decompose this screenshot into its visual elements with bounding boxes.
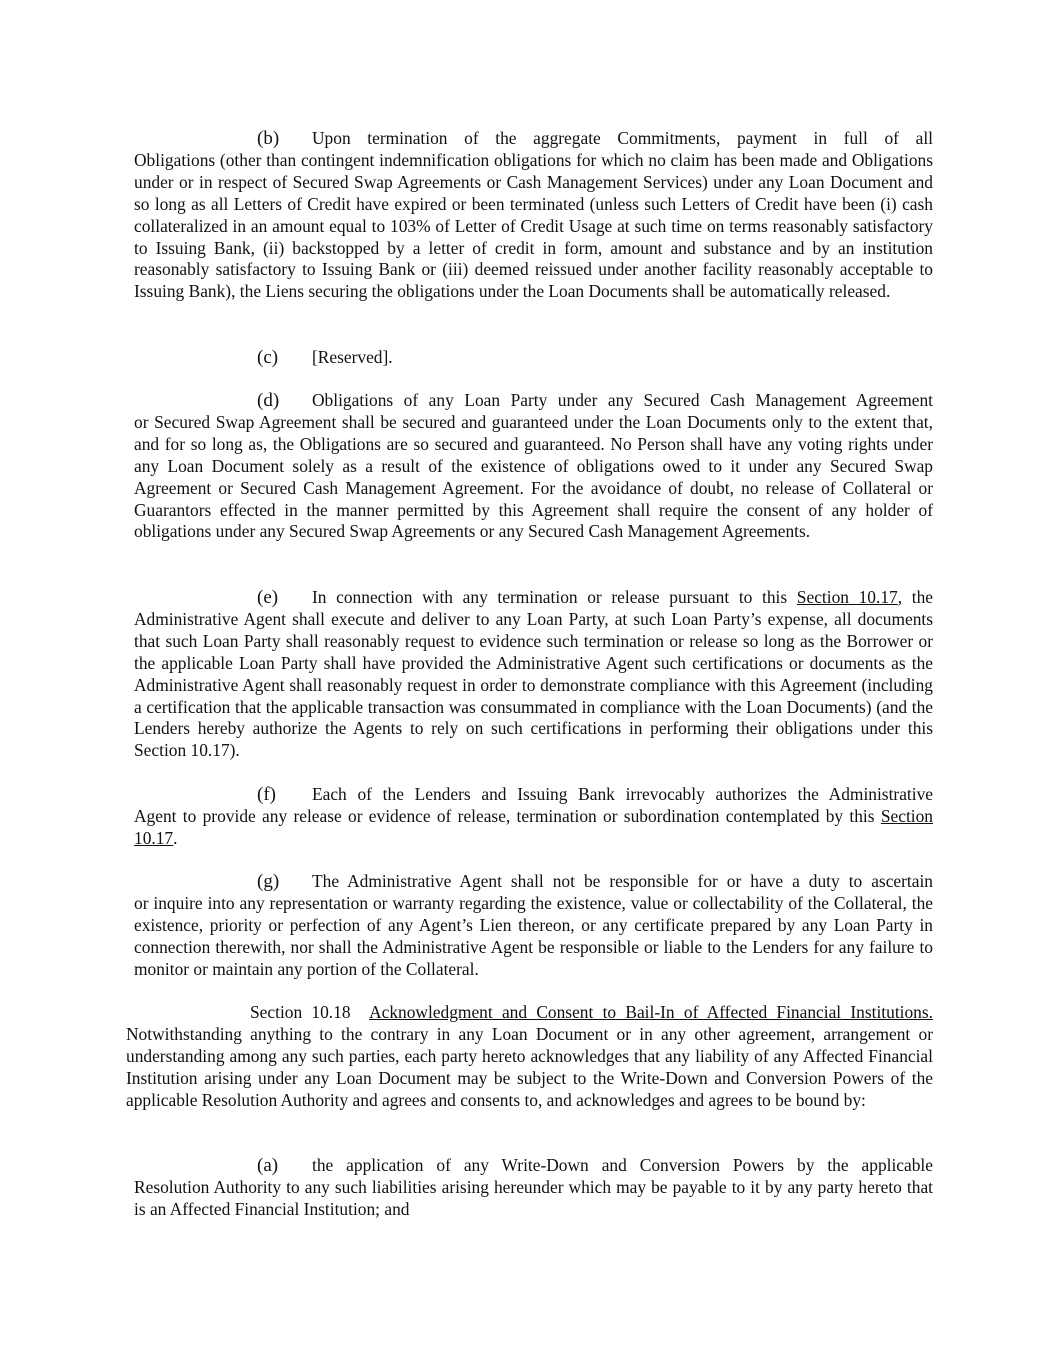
paragraph-c: [134, 347, 933, 369]
paragraph-c-label: (c): [257, 347, 279, 368]
paragraph-e-label: (e): [257, 587, 279, 608]
paragraph-b-label: (b): [257, 128, 280, 149]
section-heading: Acknowledgment and Consent to Bail-In of Affected Financial Institutions.: [369, 1002, 933, 1022]
paragraph-e-body: Administrative Agent shall execute and deliver to any Loan Party, at such Loan Party’s expense, all documents that such Loan Party shall reasonably request to evidence such termination or release so long as the Borrower or the applicable Loan Party shall have provided the Administrative Agent such certifications or documents as the Administrative Agent shall reasonably request in order to demonstrate compliance with this Agreement (including a certification that the applicable transaction was consummated in compliance with the Loan Documents) (and the Lenders hereby authorize the Agents to rely on such certifications in performing their obligations under this Section 10.17).: [134, 608, 933, 761]
paragraph-f-first-line: (f) Each of the Lenders and Issuing Bank irrevocably authorizes the Administrative: [257, 784, 933, 805]
paragraph-b: [134, 128, 933, 303]
paragraph-a-first-line: (a) the application of any Write-Down and Conversion Powers by the applicable: [257, 1155, 933, 1176]
paragraph-d-label: (d): [257, 390, 280, 411]
section-10-17-reference: Section 10.17: [796, 587, 898, 607]
paragraph-f-label: (f): [257, 784, 276, 805]
paragraph-g-label: (g): [257, 871, 280, 892]
section-10-17-reference: Section 10.17: [134, 805, 933, 848]
section-10-18-heading-line: [126, 1002, 933, 1024]
section-10-18: [126, 1002, 933, 1112]
paragraph-g: [134, 871, 933, 981]
paragraph-g-first-line: (g) The Administrative Agent shall not be responsible for or have a duty to ascertain: [257, 871, 933, 892]
paragraph-a-body: Resolution Authority to any such liabilities arising hereunder which may be payable to it by any party hereto that is an Affected Financial Institution; and: [134, 1176, 933, 1219]
paragraph-c-text: [Reserved].: [312, 347, 393, 367]
paragraph-a-label: (a): [257, 1155, 279, 1176]
paragraph-b-first-line: (b) Upon termination of the aggregate Commitments, payment in full of all: [257, 128, 933, 149]
section-10-18-body: Notwithstanding anything to the contrary in any Loan Document or in any other agreement, arrangement or understanding among any such parties, each party hereto acknowledges that any liability of any Affected Financial Institution arising under any Loan Document may be subject to the Write-Down and Conversion Powers of the applicable Resolution Authority and agrees and consents to, and acknowledges and agrees to be bound by:: [126, 1023, 933, 1110]
paragraph-d-body: or Secured Swap Agreement shall be secured and guaranteed under the Loan Documents only to the extent that, and for so long as, the Obligations are so secured and guaranteed. No Person shall have any voting rights under any Loan Document solely as a result of the existence of obligations owed to it under any Secured Swap Agreement or Secured Cash Management Agreement. For the avoidance of doubt, no release of Collateral or Guarantors effected in the manner permitted by this Agreement shall require the consent of any holder of obligations under any Secured Swap Agreements or any Secured Cash Management Agreements.: [134, 411, 933, 542]
paragraph-a: [134, 1155, 933, 1221]
paragraph-e-first-line: (e) In connection with any termination or release pursuant to this Section 10.17, the: [257, 587, 933, 608]
paragraph-g-body: or inquire into any representation or warranty regarding the existence, value or collectability of the Collateral, the existence, priority or perfection of any Agent’s Lien thereon, or any certificate prepared by any Loan Party in connection therewith, nor shall the Administrative Agent be responsible or liable to the Lenders for any failure to monitor or maintain any portion of the Collateral.: [134, 892, 933, 979]
paragraph-b-body: Obligations (other than contingent indemnification obligations for which no claim has been made and Obligations under or in respect of Secured Swap Agreements or Cash Management Services) under any Loan Document and so long as all Letters of Credit have expired or been terminated (unless such Letters of Credit have been (i) cash collateralized in an amount equal to 103% of Letter of Credit Usage at such time on terms reasonably satisfactory to Issuing Bank, (ii) backstopped by a letter of credit in form, amount and substance and by an institution reasonably satisfactory to Issuing Bank or (iii) deemed reissued under another facility reasonably acceptable to Issuing Bank), the Liens securing the obligations under the Loan Documents shall be automatically released.: [134, 149, 933, 302]
paragraph-d-first-line: (d) Obligations of any Loan Party under any Secured Cash Management Agreement: [257, 390, 933, 411]
paragraph-e: [134, 587, 933, 762]
section-number: Section 10.18: [250, 1002, 351, 1022]
paragraph-f: (f) Each of the Lenders and Issuing Bank irrevocably authorizes the Administrative Agent to provide any release or evidence of release, termination or subordination contemplated by this Section 10.17.: [134, 784, 933, 848]
paragraph-d: [134, 390, 933, 543]
